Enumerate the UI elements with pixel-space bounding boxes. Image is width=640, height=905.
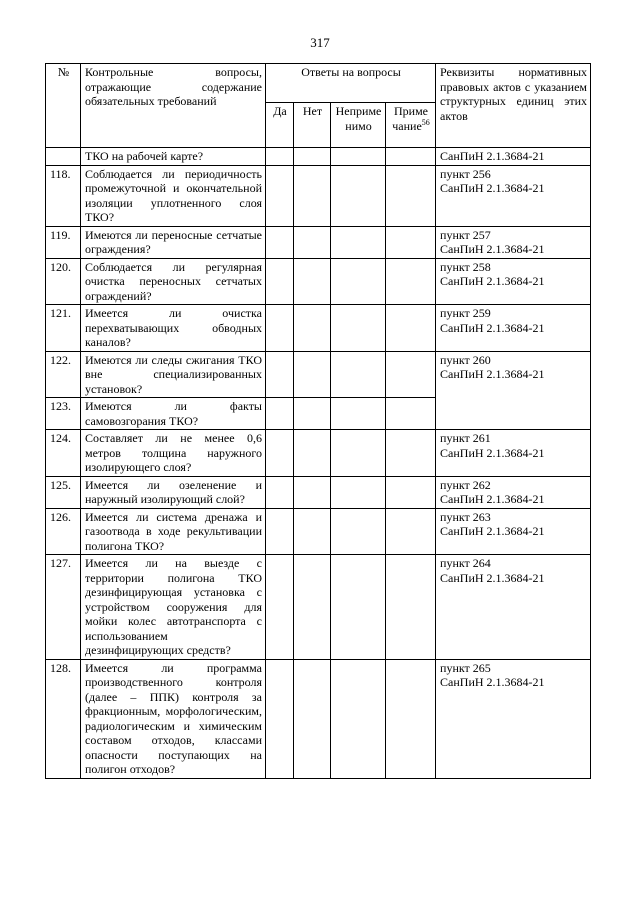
row-point: пункт 260 bbox=[440, 352, 491, 367]
answer-na-cell[interactable] bbox=[331, 659, 386, 778]
answer-note-cell[interactable] bbox=[386, 555, 436, 660]
header-question: Контрольные вопросы, отражающие содержание обязательных требований bbox=[81, 64, 266, 148]
row-number: 120. bbox=[46, 258, 81, 305]
row-point: пункт 259 bbox=[440, 306, 491, 320]
row-question: Имеется ли система дренажа и газоотвода в ходе рекультивации полигона ТКО? bbox=[81, 508, 266, 555]
row-number: 118. bbox=[46, 165, 81, 226]
row-requisites bbox=[436, 508, 591, 555]
row-point: пункт 258 bbox=[440, 259, 491, 274]
answer-na-cell[interactable] bbox=[331, 351, 386, 398]
header-yes: Да bbox=[266, 103, 294, 148]
row-number: 127. bbox=[46, 555, 81, 660]
row-point: пункт 264 bbox=[440, 556, 491, 570]
row-number: 124. bbox=[46, 430, 81, 477]
row-requisites bbox=[436, 430, 591, 477]
answer-no-cell[interactable] bbox=[294, 165, 331, 226]
answer-note-cell[interactable] bbox=[386, 476, 436, 508]
row-requisites bbox=[436, 165, 591, 226]
table-row bbox=[46, 351, 591, 398]
table-row bbox=[46, 226, 591, 258]
answer-no-cell[interactable] bbox=[294, 659, 331, 778]
answer-yes-cell[interactable] bbox=[266, 165, 294, 226]
row-number: 123. bbox=[46, 398, 81, 430]
answer-yes-cell[interactable] bbox=[266, 398, 294, 430]
row-question: Имеется ли озеленение и наружный изолирующий слой? bbox=[81, 476, 266, 508]
row-number: 128. bbox=[46, 659, 81, 778]
answer-yes-cell[interactable] bbox=[266, 476, 294, 508]
header-no: Нет bbox=[294, 103, 331, 148]
answer-note-cell[interactable] bbox=[386, 165, 436, 226]
row-question: Имеются ли следы сжигания ТКО вне специализированных установок? bbox=[81, 351, 266, 398]
answer-yes-cell[interactable] bbox=[266, 659, 294, 778]
answer-no-cell[interactable] bbox=[294, 226, 331, 258]
table-row bbox=[46, 258, 591, 305]
row-point: пункт 265 bbox=[440, 660, 491, 675]
row-requisites bbox=[436, 555, 591, 660]
continuation-question: ТКО на рабочей карте? bbox=[81, 148, 266, 166]
row-number: 125. bbox=[46, 476, 81, 508]
answer-na-cell[interactable] bbox=[331, 555, 386, 660]
answer-no-cell[interactable] bbox=[294, 430, 331, 477]
table-row bbox=[46, 476, 591, 508]
footnote-marker: 56 bbox=[421, 117, 430, 127]
row-act: СанПиН 2.1.3684-21 bbox=[440, 367, 545, 381]
row-requisites bbox=[436, 351, 591, 430]
row-number: 121. bbox=[46, 305, 81, 352]
answer-na-cell[interactable] bbox=[331, 258, 386, 305]
row-question: Имеются ли переносные сетчатые ограждения? bbox=[81, 226, 266, 258]
table-row bbox=[46, 508, 591, 555]
row-question: Имеется ли программа производственного контроля (далее – ППК) контроля за фракционным, морфологическим, радиологическим и химическим составом отходов, классами опасности поступающих на полигон отходов? bbox=[81, 659, 266, 778]
row-act: СанПиН 2.1.3684-21 bbox=[440, 181, 545, 195]
table-row bbox=[46, 165, 591, 226]
row-act: СанПиН 2.1.3684-21 bbox=[440, 492, 545, 506]
row-requisites bbox=[436, 476, 591, 508]
row-number: 126. bbox=[46, 508, 81, 555]
answer-na-cell[interactable] bbox=[331, 398, 386, 430]
row-number: 122. bbox=[46, 351, 81, 398]
continuation-requisites: СанПиН 2.1.3684-21 bbox=[436, 148, 591, 166]
answer-yes-cell[interactable] bbox=[266, 555, 294, 660]
header-note-label: Приме чание bbox=[392, 104, 429, 133]
answer-note-cell[interactable] bbox=[386, 659, 436, 778]
row-act: СанПиН 2.1.3684-21 bbox=[440, 445, 545, 460]
row-number: 119. bbox=[46, 226, 81, 258]
answer-yes-cell[interactable] bbox=[266, 508, 294, 555]
row-act: СанПиН 2.1.3684-21 bbox=[440, 274, 545, 288]
row-act: СанПиН 2.1.3684-21 bbox=[440, 524, 545, 538]
answer-no-cell[interactable] bbox=[294, 398, 331, 430]
row-question: Соблюдается ли регулярная очистка переносных сетчатых ограждений? bbox=[81, 258, 266, 305]
table-row bbox=[46, 305, 591, 352]
header-requisites: Реквизиты нормативных правовых актов с указанием структурных единиц этих актов bbox=[436, 64, 591, 148]
answer-na-cell[interactable] bbox=[331, 476, 386, 508]
answer-na-cell[interactable] bbox=[331, 226, 386, 258]
row-question: Имеются ли факты самовозгорания ТКО? bbox=[81, 398, 266, 430]
row-point: пункт 257 bbox=[440, 227, 491, 242]
checklist-table bbox=[45, 63, 591, 779]
header-note bbox=[386, 103, 436, 148]
table-row bbox=[46, 555, 591, 660]
answer-yes-cell[interactable] bbox=[266, 226, 294, 258]
row-question: Соблюдается ли периодичность промежуточной и окончательной изоляции уплотненного слоя ТКО? bbox=[81, 165, 266, 226]
answer-note-cell[interactable] bbox=[386, 258, 436, 305]
row-act: СанПиН 2.1.3684-21 bbox=[440, 675, 545, 689]
answer-yes-cell[interactable] bbox=[266, 430, 294, 477]
answer-note-cell[interactable] bbox=[386, 305, 436, 352]
row-requisites bbox=[436, 226, 591, 258]
header-num: № bbox=[46, 64, 81, 148]
row-requisites bbox=[436, 659, 591, 778]
answer-no-cell[interactable] bbox=[294, 508, 331, 555]
row-act: СанПиН 2.1.3684-21 bbox=[440, 320, 545, 335]
answer-note-cell[interactable] bbox=[386, 398, 436, 430]
row-question: Составляет ли не менее 0,6 метров толщина наружного изолирующего слоя? bbox=[81, 430, 266, 477]
answer-na-cell[interactable] bbox=[331, 305, 386, 352]
answer-no-cell[interactable] bbox=[294, 351, 331, 398]
answer-no-cell[interactable] bbox=[294, 305, 331, 352]
answer-na-cell[interactable] bbox=[331, 430, 386, 477]
answer-note-cell[interactable] bbox=[386, 351, 436, 398]
row-requisites bbox=[436, 258, 591, 305]
answer-note-cell[interactable] bbox=[386, 430, 436, 477]
answer-na-cell[interactable] bbox=[331, 508, 386, 555]
page-number: 317 bbox=[310, 35, 330, 50]
answer-yes-cell[interactable] bbox=[266, 258, 294, 305]
answer-no-cell[interactable] bbox=[294, 555, 331, 660]
answer-note-cell[interactable] bbox=[386, 508, 436, 555]
header-row bbox=[46, 64, 591, 103]
row-point: пункт 262 bbox=[440, 477, 491, 492]
continuation-row bbox=[46, 148, 591, 166]
answer-note-cell[interactable] bbox=[386, 226, 436, 258]
table-row bbox=[46, 430, 591, 477]
row-point: пункт 261 bbox=[440, 431, 491, 445]
answer-yes-cell[interactable] bbox=[266, 305, 294, 352]
row-point: пункт 263 bbox=[440, 509, 491, 524]
answer-na-cell[interactable] bbox=[331, 165, 386, 226]
answer-yes-cell[interactable] bbox=[266, 351, 294, 398]
answer-no-cell[interactable] bbox=[294, 258, 331, 305]
row-act: СанПиН 2.1.3684-21 bbox=[440, 242, 545, 256]
header-not-applicable: Неприме нимо bbox=[331, 103, 386, 148]
row-question: Имеется ли очистка перехватывающих обводных каналов? bbox=[81, 305, 266, 352]
row-question: Имеется ли на выезде с территории полигона ТКО дезинфицирующая установка с устройством сооружения для мойки колес автотранспорта с использованием дезинфицирующих средств? bbox=[81, 555, 266, 660]
table-row bbox=[46, 659, 591, 778]
row-act: СанПиН 2.1.3684-21 bbox=[440, 570, 545, 585]
row-requisites bbox=[436, 305, 591, 352]
header-answers: Ответы на вопросы bbox=[266, 64, 436, 103]
answer-no-cell[interactable] bbox=[294, 476, 331, 508]
row-point: пункт 256 bbox=[440, 166, 491, 181]
